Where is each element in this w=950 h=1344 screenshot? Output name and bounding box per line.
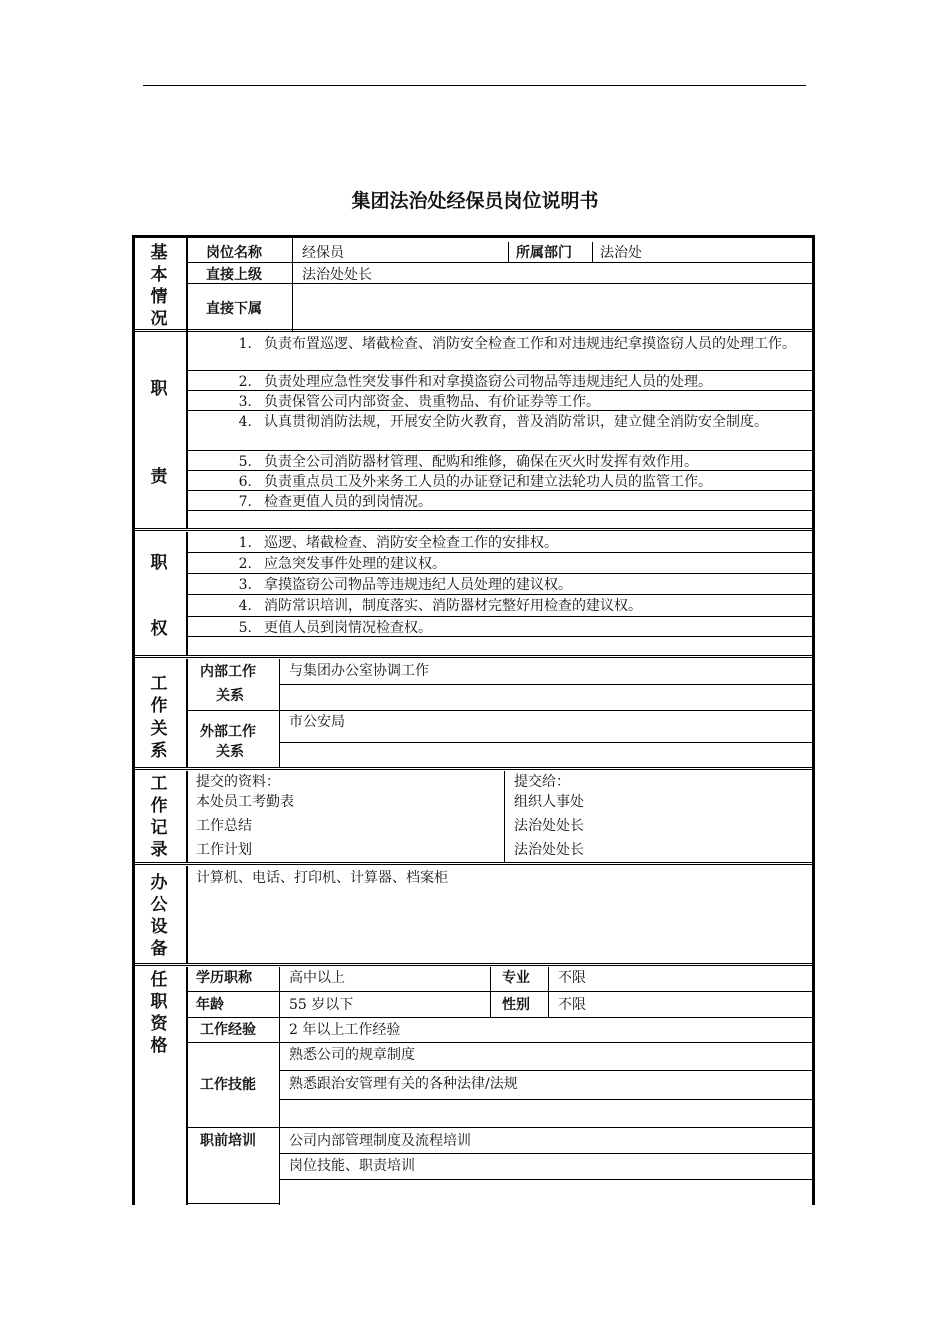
superior-value: 法治处处长 <box>302 267 372 283</box>
section-duties: 职 责 1. 负责布置巡逻、堵截检查、消防安全检查工作和对违规违纪拿摸盗窃人员的处理工作。 2. 负责处理应急性突发事件和对拿摸盗窃公司物品等违规违纪人员的处理。 3. 负责保管公司内部资金、贵重物品、有价证券等工作。 4. 认真贯彻消防法规，开展安全防火教育，普及消防常识，建立健全消防安全制度。 5. 负责全公司消防器材管理、配购和维修，确保在灭火时发挥有效作用。 6. 负责重点员工及外来务工人员的办证登记和建立法轮功人员的监管工作。 7. 检查更值人员的到岗情况。 <box>132 332 815 529</box>
dept-value: 法治处 <box>600 245 642 261</box>
skills-label: 工作技能 <box>200 1077 256 1093</box>
training-label: 职前培训 <box>200 1133 256 1149</box>
external-relation-value: 市公安局 <box>289 714 345 730</box>
records-recipient: 组织人事处 <box>514 794 584 810</box>
section-relations-label: 工 作 关 系 <box>150 674 168 761</box>
age-label: 年龄 <box>196 997 224 1013</box>
skill-item: 熟悉跟治安管理有关的各种法律/法规 <box>289 1076 518 1092</box>
training-item: 岗位技能、职责培训 <box>289 1158 415 1174</box>
training-item: 公司内部管理制度及流程培训 <box>289 1133 471 1149</box>
section-relations: 工 作 关 系 内部工作 关系 与集团办公室协调工作 外部工作 关系 市公安局 <box>132 659 815 768</box>
gender-label: 性别 <box>502 997 530 1013</box>
experience-value: 2 年以上工作经验 <box>289 1022 401 1038</box>
records-item: 工作总结 <box>196 818 252 834</box>
experience-label: 工作经验 <box>200 1022 256 1038</box>
section-authority-label: 职 权 <box>150 553 168 639</box>
page-title: 集团法治处经保员岗位说明书 <box>351 190 599 212</box>
section-basic-label: 基 本 情 况 <box>150 243 168 329</box>
gender-value: 不限 <box>558 997 586 1013</box>
records-item: 本处员工考勤表 <box>196 794 294 810</box>
section-qualification <box>132 967 815 1205</box>
post-name-value: 经保员 <box>302 245 344 261</box>
section-records <box>132 771 815 863</box>
superior-label: 直接上级 <box>206 267 262 283</box>
internal-relation-value: 与集团办公室协调工作 <box>289 663 429 679</box>
records-recipient-header: 提交给： <box>514 774 570 790</box>
section-basic <box>132 238 815 331</box>
section-equipment-label: 办 公 设 备 <box>150 873 168 959</box>
subordinate-label: 直接下属 <box>206 301 262 317</box>
equipment-value: 计算机、电话、打印机、计算器、档案柜 <box>196 870 448 886</box>
major-value: 不限 <box>558 970 586 986</box>
records-item: 工作计划 <box>196 842 252 858</box>
skill-item: 熟悉公司的规章制度 <box>289 1047 415 1063</box>
age-value: 55 岁以下 <box>289 997 354 1013</box>
education-value: 高中以上 <box>289 970 345 986</box>
section-authority: 职 权 1. 巡逻、堵截检查、消防安全检查工作的安排权。 2. 应急突发事件处理的建议权。 3. 拿摸盗窃公司物品等违规违纪人员处理的建议权。 4. 消防常识培训，制度落实、消防器材完整好用检查的建议权。 5. 更值人员到岗情况检查权。 <box>132 532 815 656</box>
section-duties-label: 职 责 <box>150 379 168 487</box>
records-recipient: 法治处处长 <box>514 842 584 858</box>
section-equipment <box>132 866 815 964</box>
internal-relation-label: 内部工作 <box>200 664 256 680</box>
section-qualification-label: 任 职 资 格 <box>150 970 168 1056</box>
section-records-label: 工 作 记 录 <box>150 774 168 860</box>
records-submitted-header: 提交的资料： <box>196 774 280 790</box>
external-relation-label: 外部工作 <box>200 724 256 740</box>
major-label: 专业 <box>502 970 530 986</box>
records-recipient: 法治处处长 <box>514 818 584 834</box>
education-label: 学历职称 <box>196 970 252 986</box>
header-rule <box>143 85 806 86</box>
dept-label: 所属部门 <box>516 245 572 261</box>
post-name-label: 岗位名称 <box>206 245 262 261</box>
